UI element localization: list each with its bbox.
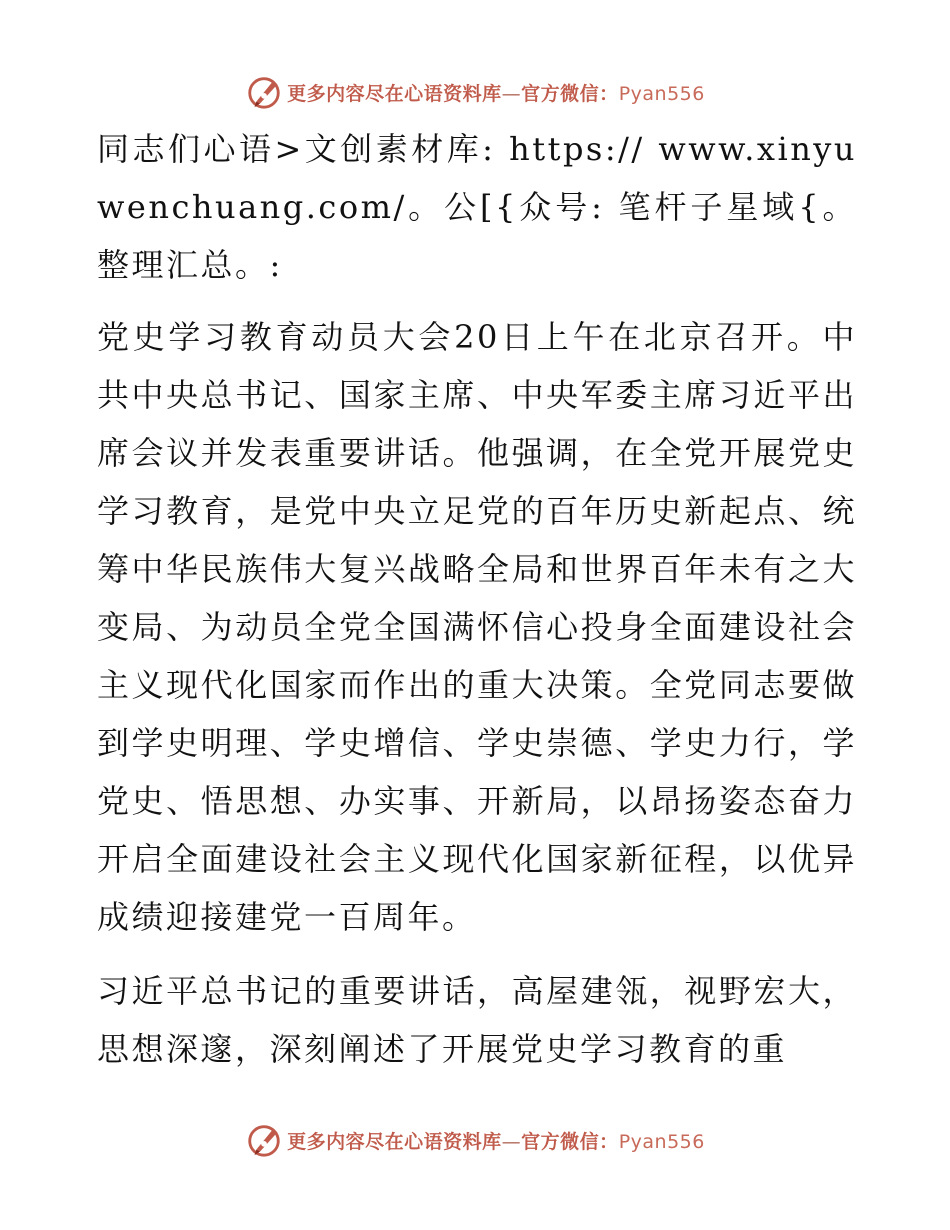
- footer-banner-wechat-id: Pyan556: [618, 1130, 705, 1153]
- header-banner-wechat-label: 官方微信：: [521, 82, 619, 105]
- pen-logo-icon: [245, 1121, 283, 1159]
- footer-banner-separator: —: [501, 1130, 522, 1153]
- header-banner-lead: 更多内容尽在心语资料库: [287, 82, 502, 105]
- header-banner-text: [287, 79, 705, 106]
- footer-banner-wechat-label: 官方微信：: [521, 1130, 619, 1153]
- paragraph-speech-commentary: 习近平总书记的重要讲话，高屋建瓴，视野宏大，思想深邃，深刻阐述了开展党史学习教育的重: [97, 972, 857, 1068]
- paragraph-source-note: 同志们心语>文创素材库: https:// www.xinyuwenchuang.com/。公[{众号: 笔杆子星域{。整理汇总。:: [97, 130, 857, 284]
- footer-banner-text: [287, 1127, 705, 1154]
- footer-watermark-banner: [0, 1120, 950, 1160]
- header-banner-wechat-id: Pyan556: [618, 82, 705, 105]
- pen-logo-icon: [245, 73, 283, 111]
- paragraph-meeting-summary: 党史学习教育动员大会20日上午在北京召开。中共中央总书记、国家主席、中央军委主席习近平出席会议并发表重要讲话。他强调，在全党开展党史学习教育，是党中央立足党的百年历史新起点、统筹中华民族伟大复兴战略全局和世界百年未有之大变局、为动员全党全国满怀信心投身全面建设社会主义现代化国家而作出的重大决策。全党同志要做到学史明理、学史增信、学史崇德、学史力行，学党史、悟思想、办实事、开新局，以昂扬姿态奋力开启全面建设社会主义现代化国家新征程，以优异成绩迎接建党一百周年。: [97, 318, 857, 936]
- footer-banner-lead: 更多内容尽在心语资料库: [287, 1130, 502, 1153]
- document-body: [97, 120, 857, 1094]
- header-watermark-banner: [0, 72, 950, 112]
- header-banner-separator: —: [501, 82, 522, 105]
